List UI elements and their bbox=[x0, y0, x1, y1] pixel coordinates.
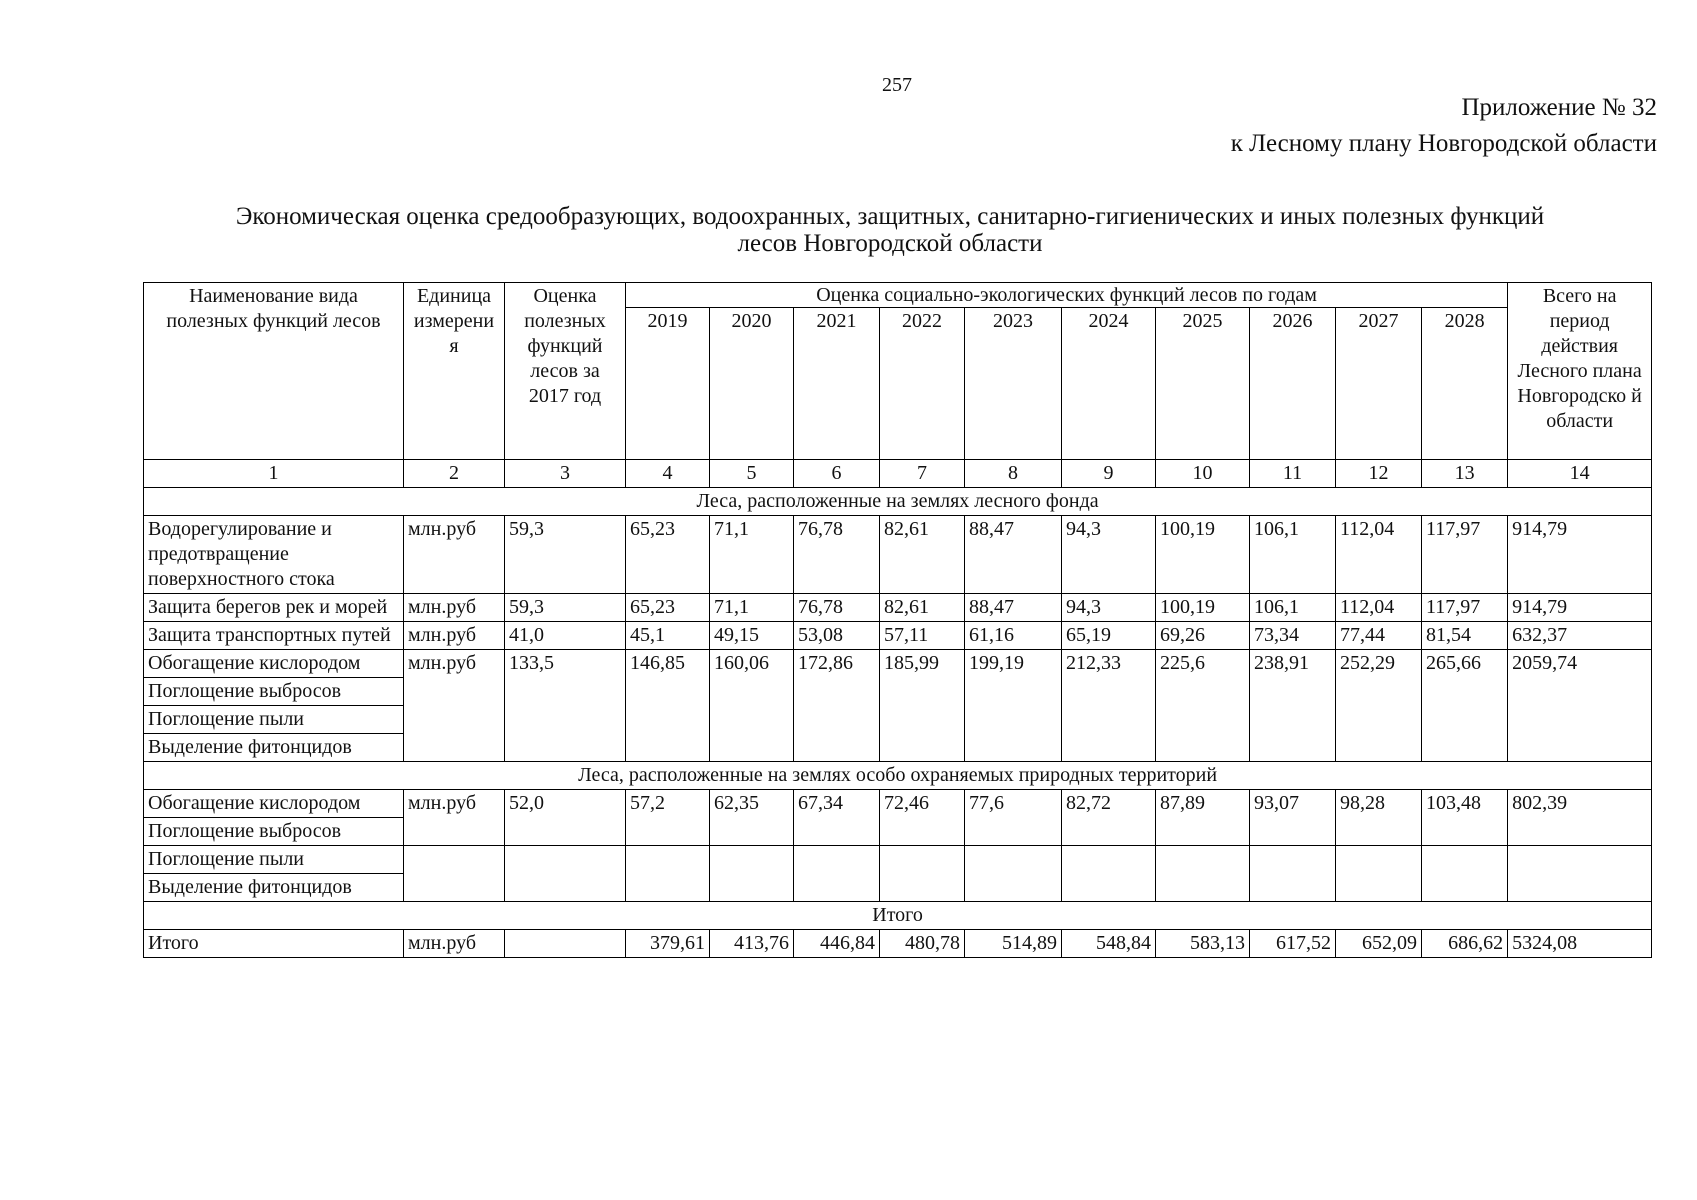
section-heading: Леса, расположенные на землях особо охраняемых природных территорий bbox=[144, 762, 1652, 790]
row-year-value: 67,34 bbox=[794, 790, 880, 846]
header-name: Наименование вида полезных функций лесов bbox=[144, 283, 404, 460]
row-year-value: 61,16 bbox=[965, 622, 1062, 650]
row-year-value: 252,29 bbox=[1336, 650, 1422, 762]
row-total: 632,37 bbox=[1508, 622, 1652, 650]
header-years-group: Оценка социально-экологических функций лесов по годам bbox=[626, 283, 1508, 308]
row-unit: млн.руб bbox=[404, 790, 505, 846]
row-base bbox=[505, 930, 626, 958]
row-year-value: 514,89 bbox=[965, 930, 1062, 958]
row-year-value: 379,61 bbox=[626, 930, 710, 958]
row-name: Обогащение кислородом bbox=[144, 650, 404, 678]
row-name: Выделение фитонцидов bbox=[144, 734, 404, 762]
header-year: 2021 bbox=[794, 308, 880, 460]
row-unit: млн.руб bbox=[404, 930, 505, 958]
table-row bbox=[144, 622, 1652, 650]
header-year: 2024 bbox=[1062, 308, 1156, 460]
empty-cell bbox=[1062, 846, 1156, 902]
row-year-value: 160,06 bbox=[710, 650, 794, 762]
document-title-line-1: Экономическая оценка средообразующих, водоохранных, защитных, санитарно-гигиенических и иных полезных функций bbox=[235, 203, 1545, 230]
row-year-value: 172,86 bbox=[794, 650, 880, 762]
row-year-value: 49,15 bbox=[710, 622, 794, 650]
row-year-value: 69,26 bbox=[1156, 622, 1250, 650]
header-year: 2023 bbox=[965, 308, 1062, 460]
row-year-value: 199,19 bbox=[965, 650, 1062, 762]
row-year-value: 77,44 bbox=[1336, 622, 1422, 650]
row-year-value: 583,13 bbox=[1156, 930, 1250, 958]
row-name: Поглощение пыли bbox=[144, 706, 404, 734]
row-unit: млн.руб bbox=[404, 650, 505, 762]
row-total: 5324,08 bbox=[1508, 930, 1652, 958]
empty-cell bbox=[626, 846, 710, 902]
row-year-value: 212,33 bbox=[1062, 650, 1156, 762]
row-year-value: 82,61 bbox=[880, 516, 965, 594]
row-year-value: 57,11 bbox=[880, 622, 965, 650]
column-number: 9 bbox=[1062, 460, 1156, 488]
row-year-value: 88,47 bbox=[965, 516, 1062, 594]
document-title-line-2: лесов Новгородской области bbox=[737, 230, 1043, 257]
row-year-value: 87,89 bbox=[1156, 790, 1250, 846]
row-year-value: 480,78 bbox=[880, 930, 965, 958]
empty-cell bbox=[880, 846, 965, 902]
row-year-value: 117,97 bbox=[1422, 594, 1508, 622]
section-heading-row bbox=[144, 902, 1652, 930]
empty-cell bbox=[1156, 846, 1250, 902]
row-total: 802,39 bbox=[1508, 790, 1652, 846]
row-year-value: 71,1 bbox=[710, 594, 794, 622]
row-year-value: 265,66 bbox=[1422, 650, 1508, 762]
row-year-value: 106,1 bbox=[1250, 516, 1336, 594]
row-year-value: 71,1 bbox=[710, 516, 794, 594]
table-row bbox=[144, 790, 1652, 818]
row-year-value: 98,28 bbox=[1336, 790, 1422, 846]
row-year-value: 45,1 bbox=[626, 622, 710, 650]
row-year-value: 73,34 bbox=[1250, 622, 1336, 650]
row-year-value: 65,23 bbox=[626, 594, 710, 622]
row-base: 59,3 bbox=[505, 516, 626, 594]
row-total: 914,79 bbox=[1508, 594, 1652, 622]
page-number: 257 bbox=[882, 74, 912, 96]
column-number: 5 bbox=[710, 460, 794, 488]
row-year-value: 103,48 bbox=[1422, 790, 1508, 846]
empty-cell bbox=[1422, 846, 1508, 902]
row-year-value: 62,35 bbox=[710, 790, 794, 846]
column-number: 10 bbox=[1156, 460, 1250, 488]
row-name: Водорегулирование и предотвращение поверхностного стока bbox=[144, 516, 404, 594]
document-title bbox=[140, 203, 1640, 257]
row-year-value: 652,09 bbox=[1336, 930, 1422, 958]
row-year-value: 225,6 bbox=[1156, 650, 1250, 762]
header-unit: Единица измерени я bbox=[404, 283, 505, 460]
row-year-value: 106,1 bbox=[1250, 594, 1336, 622]
row-year-value: 112,04 bbox=[1336, 516, 1422, 594]
row-unit: млн.руб bbox=[404, 516, 505, 594]
table-row bbox=[144, 930, 1652, 958]
row-name: Поглощение выбросов bbox=[144, 818, 404, 846]
row-total: 2059,74 bbox=[1508, 650, 1652, 762]
row-base: 133,5 bbox=[505, 650, 626, 762]
row-year-value: 93,07 bbox=[1250, 790, 1336, 846]
row-total: 914,79 bbox=[1508, 516, 1652, 594]
row-year-value: 446,84 bbox=[794, 930, 880, 958]
row-base: 52,0 bbox=[505, 790, 626, 846]
row-year-value: 88,47 bbox=[965, 594, 1062, 622]
row-year-value: 72,46 bbox=[880, 790, 965, 846]
row-year-value: 81,54 bbox=[1422, 622, 1508, 650]
row-year-value: 548,84 bbox=[1062, 930, 1156, 958]
row-name: Выделение фитонцидов bbox=[144, 874, 404, 902]
section-heading-row bbox=[144, 762, 1652, 790]
column-number: 6 bbox=[794, 460, 880, 488]
column-number: 14 bbox=[1508, 460, 1652, 488]
empty-cell bbox=[404, 846, 505, 902]
row-year-value: 94,3 bbox=[1062, 516, 1156, 594]
table-row bbox=[144, 594, 1652, 622]
row-name: Обогащение кислородом bbox=[144, 790, 404, 818]
column-number: 3 bbox=[505, 460, 626, 488]
row-year-value: 65,23 bbox=[626, 516, 710, 594]
empty-cell bbox=[505, 846, 626, 902]
row-unit: млн.руб bbox=[404, 622, 505, 650]
row-year-value: 238,91 bbox=[1250, 650, 1336, 762]
row-year-value: 413,76 bbox=[710, 930, 794, 958]
row-base: 41,0 bbox=[505, 622, 626, 650]
row-year-value: 686,62 bbox=[1422, 930, 1508, 958]
row-year-value: 82,72 bbox=[1062, 790, 1156, 846]
row-year-value: 76,78 bbox=[794, 516, 880, 594]
row-year-value: 77,6 bbox=[965, 790, 1062, 846]
row-year-value: 65,19 bbox=[1062, 622, 1156, 650]
header-year: 2028 bbox=[1422, 308, 1508, 460]
column-number: 7 bbox=[880, 460, 965, 488]
empty-cell bbox=[1508, 846, 1652, 902]
header-total: Всего на период действия Лесного плана Новгородско й области bbox=[1508, 283, 1652, 460]
table-row bbox=[144, 650, 1652, 678]
row-name: Поглощение пыли bbox=[144, 846, 404, 874]
empty-cell bbox=[710, 846, 794, 902]
column-number: 12 bbox=[1336, 460, 1422, 488]
column-number: 8 bbox=[965, 460, 1062, 488]
row-base: 59,3 bbox=[505, 594, 626, 622]
header-year: 2025 bbox=[1156, 308, 1250, 460]
column-number: 13 bbox=[1422, 460, 1508, 488]
row-unit: млн.руб bbox=[404, 594, 505, 622]
row-year-value: 94,3 bbox=[1062, 594, 1156, 622]
column-number: 4 bbox=[626, 460, 710, 488]
appendix-subtitle: к Лесному плану Новгородской области bbox=[1230, 130, 1657, 157]
row-year-value: 117,97 bbox=[1422, 516, 1508, 594]
column-number: 2 bbox=[404, 460, 505, 488]
empty-cell bbox=[1250, 846, 1336, 902]
table-row bbox=[144, 516, 1652, 594]
row-year-value: 82,61 bbox=[880, 594, 965, 622]
row-year-value: 100,19 bbox=[1156, 516, 1250, 594]
empty-cell bbox=[794, 846, 880, 902]
row-name: Итого bbox=[144, 930, 404, 958]
economic-assessment-table bbox=[143, 282, 1652, 958]
header-base: Оценка полезных функций лесов за 2017 год bbox=[505, 283, 626, 460]
header-year: 2019 bbox=[626, 308, 710, 460]
row-year-value: 76,78 bbox=[794, 594, 880, 622]
header-row-1 bbox=[144, 283, 1652, 308]
row-year-value: 53,08 bbox=[794, 622, 880, 650]
header-year: 2020 bbox=[710, 308, 794, 460]
row-year-value: 617,52 bbox=[1250, 930, 1336, 958]
empty-cell bbox=[1336, 846, 1422, 902]
header-year: 2027 bbox=[1336, 308, 1422, 460]
header-year: 2022 bbox=[880, 308, 965, 460]
row-year-value: 112,04 bbox=[1336, 594, 1422, 622]
section-heading: Леса, расположенные на землях лесного фонда bbox=[144, 488, 1652, 516]
row-year-value: 57,2 bbox=[626, 790, 710, 846]
column-number: 11 bbox=[1250, 460, 1336, 488]
column-numbers-row bbox=[144, 460, 1652, 488]
empty-cell bbox=[965, 846, 1062, 902]
row-year-value: 100,19 bbox=[1156, 594, 1250, 622]
appendix-number: Приложение № 32 bbox=[1461, 94, 1657, 121]
table-row bbox=[144, 846, 1652, 874]
section-heading: Итого bbox=[144, 902, 1652, 930]
row-name: Защита берегов рек и морей bbox=[144, 594, 404, 622]
column-number: 1 bbox=[144, 460, 404, 488]
section-heading-row bbox=[144, 488, 1652, 516]
header-year: 2026 bbox=[1250, 308, 1336, 460]
row-year-value: 185,99 bbox=[880, 650, 965, 762]
row-name: Поглощение выбросов bbox=[144, 678, 404, 706]
row-year-value: 146,85 bbox=[626, 650, 710, 762]
row-name: Защита транспортных путей bbox=[144, 622, 404, 650]
